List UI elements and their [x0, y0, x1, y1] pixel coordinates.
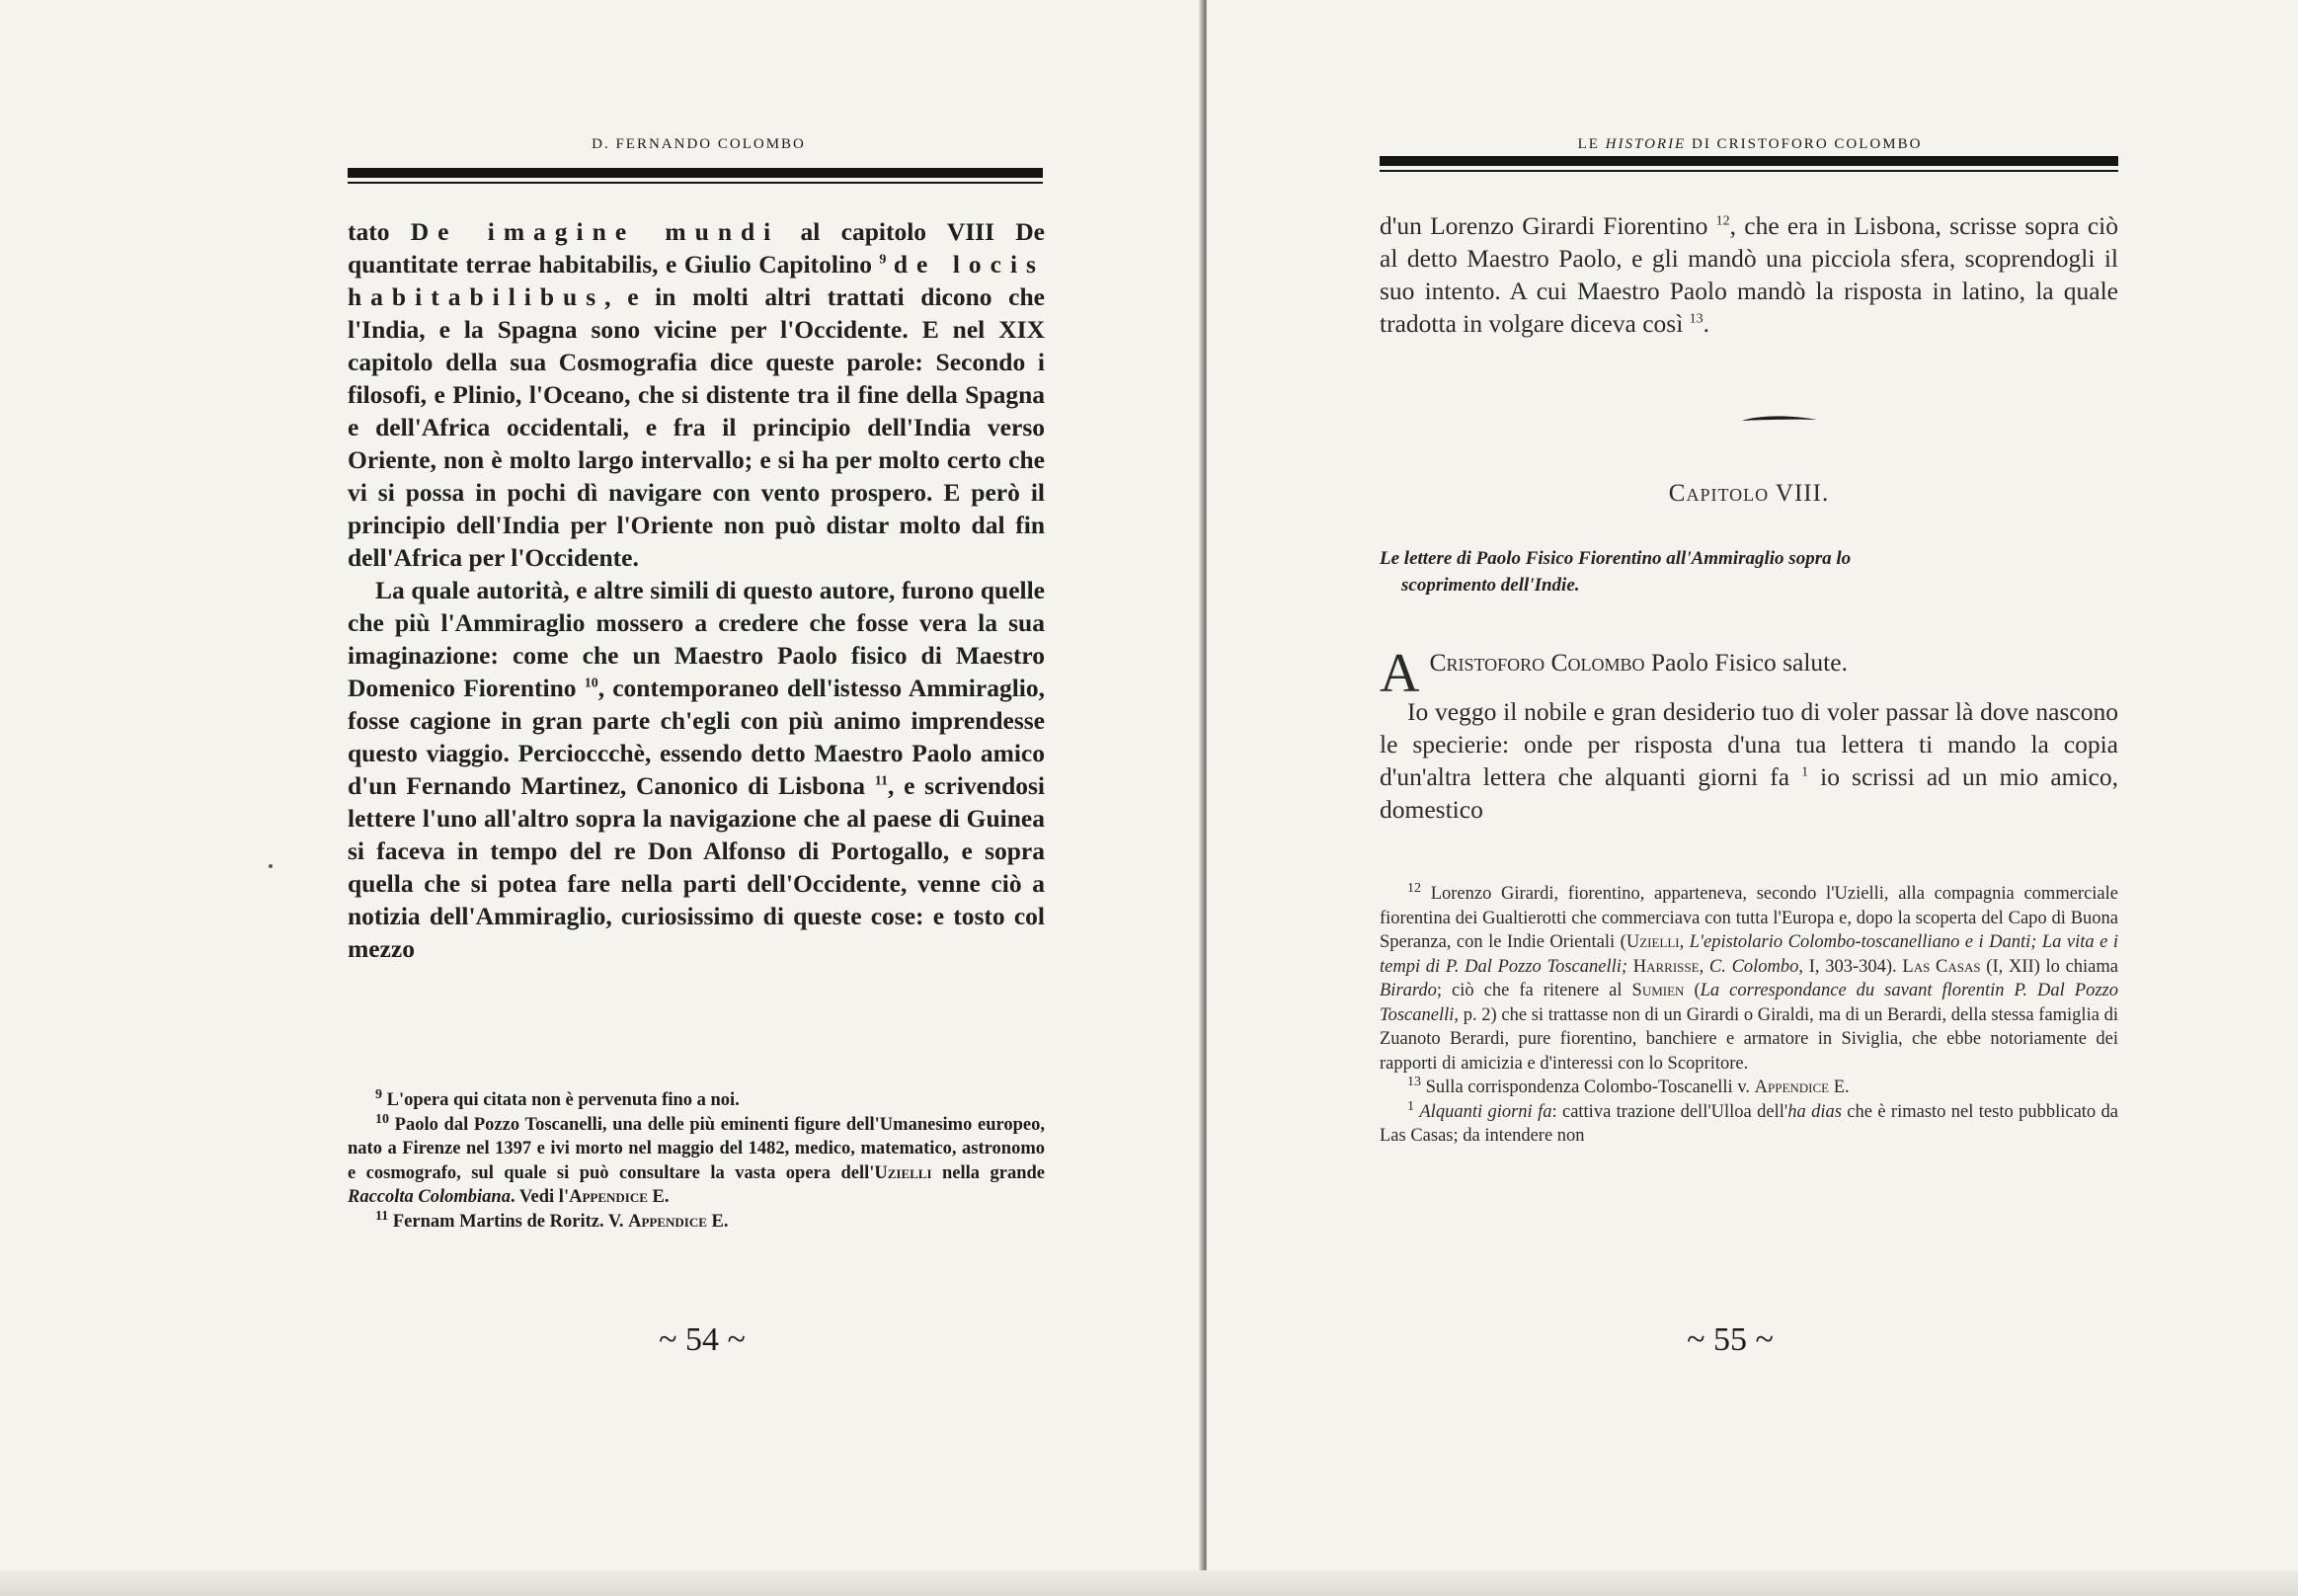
note-reference: 13 [1407, 1074, 1421, 1089]
footnote-13 [1380, 1076, 2118, 1100]
drop-cap: A [1380, 643, 1420, 704]
text-run: . Vedi l' [510, 1187, 570, 1207]
chapter-summary-line: scoprimento dell'Indie. [1401, 575, 1580, 596]
section-ornament-icon [1740, 411, 1819, 427]
footnote-1 [1380, 1100, 2118, 1149]
page-bottom-edge [0, 1570, 2298, 1596]
text-run: d'un Lorenzo Girardi Fiorentino [1380, 211, 1716, 240]
running-head-prefix: LE [1577, 136, 1606, 152]
small-caps-text: Harrisse [1632, 956, 1700, 977]
chapter-title: Capitolo VIII. [1668, 480, 1830, 507]
right-page [1207, 0, 2298, 1596]
note-reference: 1 [1407, 1098, 1414, 1114]
text-run: , e in molti altri trattati dicono che l'India, e la Spagna sono vicine per l'Occidente. E nel XIX capitolo della sua Cosmografia dice queste parole: Secondo i filosofi, e Plinio, l'Oceano, che si distente tra il fine della Spagna e dell'Africa occidentali, e fra il principio dell'India verso Oriente, non è molto largo intervallo; e si ha per molto certo che vi si possa in pochi dì navigare con vento prospero. E però il principio dell'India per l'Oriente non può distar molto dal fin dell'Africa per l'Occidente. [348, 282, 1045, 572]
text-run: , I, 303-304). [1798, 956, 1903, 977]
small-caps-text: Appendice [1754, 1077, 1830, 1097]
salutation-rest: Paolo Fisico salute. [1644, 648, 1848, 677]
text-run [886, 250, 893, 279]
running-head-suffix: DI CRISTOFORO COLOMBO [1686, 136, 1923, 152]
italic-text: L'epistolario Colombo-toscanelliano e i Danti; La vita e i tempi di P. Dal Pozzo Toscanelli; [1380, 932, 2118, 977]
body-text-left [348, 215, 1045, 965]
running-head-italic: HISTORIE [1605, 136, 1687, 152]
scan-speck [269, 864, 273, 868]
header-rule-thick-left [348, 168, 1043, 178]
page-number-right: ~ 55 ~ [1687, 1321, 1774, 1358]
letter-body [1380, 643, 2118, 826]
text-run: Io veggo il nobile e gran desiderio tuo di voler passar là dove nascono le specierie: onde per risposta d'una tua lettera ti mando la copia d'un'altra lettera che alquanti giorni fa [1380, 697, 2118, 791]
small-caps-text: Sumien [1631, 981, 1685, 1000]
running-head-left: D. FERNANDO COLOMBO [592, 136, 806, 152]
note-reference: 12 [1407, 880, 1421, 896]
note-reference: 11 [874, 773, 889, 789]
note-reference: 9 [375, 1086, 382, 1102]
text-run: , p. 2) che si trattasse non di un Girardi o Giraldi, ma di un Berardi, della stessa famiglia di Zuanoto Berardi, pure fiorentino, banchiere e armatore in Siviglia, che ebbe notoriamente dei rapporti di amicizia e d'interessi con lo Scopritore. [1380, 1004, 2118, 1074]
text-run: che è rimasto nel testo pubblicato da Las Casas; da intendere non [1380, 1101, 2118, 1146]
note-reference: 13 [1689, 311, 1704, 327]
text-run: nella grande [931, 1162, 1045, 1183]
paragraph [348, 574, 1045, 965]
footnote-9 [348, 1088, 1045, 1113]
body-text-right [1380, 209, 2118, 340]
chapter-summary-line: Le lettere di Paolo Fisico Fiorentino all'Ammiraglio sopra lo [1380, 548, 1852, 569]
spaced-title: De imagine mundi [410, 217, 780, 246]
header-rule-thick-right [1380, 156, 2118, 166]
footnotes-left [348, 1088, 1045, 1234]
italic-text: C. Colombo [1708, 956, 1799, 977]
footnote-12 [1380, 882, 2118, 1076]
text-run: Paolo dal Pozzo Toscanelli, una delle più eminenti figure dell'Umanesimo europeo, nato a Firenze nel 1397 e ivi morto nel maggio del 1482, medico, matematico, astronomo e cosmografo, sul quale si può consultare la vasta opera dell' [348, 1114, 1045, 1183]
footnote-11 [348, 1210, 1045, 1235]
note-reference: 1 [1801, 764, 1809, 780]
paragraph [1380, 695, 2118, 826]
header-rule-thin-right [1380, 170, 2118, 172]
italic-text: Raccolta Colombiana [348, 1187, 511, 1207]
salutation [1380, 643, 2118, 704]
text-run: ( [1684, 981, 1701, 1000]
italic-text: ha dias [1787, 1101, 1842, 1122]
text-run: , e scrivendosi lettere l'uno all'altro sopra la navigazione che al paese di Guinea si faceva in tempo del re Don Alfonso di Portogallo, e sopra quella che si potea fare nella parti dell'Occidente, venne ciò a notizia dell'Ammiraglio, curiosissimo di queste cose: e tosto col mezzo [348, 771, 1046, 963]
small-caps-text: Uzielli [874, 1162, 932, 1183]
text-run: Fernam Martins de Roritz. V. [388, 1211, 629, 1232]
small-caps-text: Appendice [569, 1187, 648, 1207]
text-run: io scrissi ad un mio amico, domestico [1380, 762, 2118, 824]
text-run: : cattiva trazione dell'Ulloa dell' [1551, 1101, 1788, 1122]
text-run: , che era in Lisbona, scrisse sopra ciò al detto Maestro Paolo, e gli mandò una picciola sfera, scoprendogli il suo intento. A cui Maestro Paolo mandò la risposta in latino, la quale tradotta in volgare diceva così [1380, 211, 2119, 338]
footnotes-right [1380, 882, 2118, 1149]
text-run: Sulla corrispondenza Colombo-Toscanelli v. [1421, 1077, 1755, 1097]
note-reference: 9 [879, 252, 887, 268]
note-reference: 10 [375, 1111, 389, 1127]
note-reference: 12 [1715, 213, 1730, 229]
small-caps-text: Uzielli [1625, 932, 1680, 952]
italic-text: Alquanti giorni fa [1419, 1101, 1552, 1122]
text-run: Lorenzo Girardi, fiorentino, apparteneva, secondo l'Uzielli, alla compagnia commerciale fiorentina dei Gualtierotti che commerciava con tutta l'Europa e, dopo la scoperta del Capo di Buona Speranza, con le Indie Orientali ( [1380, 884, 2118, 952]
text-run: tato [348, 217, 411, 246]
chapter-summary [1380, 545, 2110, 598]
small-caps-text: Appendice [628, 1211, 707, 1232]
text-run: , [1699, 956, 1709, 977]
footnote-10 [348, 1113, 1045, 1210]
italic-text: La correspondance du savant florentin P. Dal Pozzo Toscanelli [1380, 981, 2119, 1025]
text-run: . [1703, 309, 1710, 338]
text-run: ; ciò che fa ritenere al [1436, 981, 1632, 1000]
paragraph [348, 215, 1045, 574]
salutation-name: Cristoforo Colombo [1429, 648, 1645, 677]
italic-text: Birardo [1380, 981, 1437, 1000]
text-run: , [1679, 932, 1690, 952]
text-run: al capitolo VIII De quantitate terrae habitabilis, e Giulio Capitolino [348, 217, 1045, 279]
text-run: (I, XII) lo chiama [1980, 956, 2118, 977]
small-caps-text: Las Casas [1902, 956, 1981, 977]
note-reference: 10 [584, 676, 598, 691]
header-rule-thin-left [348, 182, 1043, 184]
text-run: L'opera qui citata non è pervenuta fino a noi. [382, 1090, 740, 1110]
spaced-title: de locis habitabilibus [348, 250, 1045, 311]
text-run: E. [647, 1187, 670, 1207]
paragraph [1380, 209, 2118, 340]
note-reference: 11 [375, 1208, 389, 1224]
text-run: La quale autorità, e altre simili di questo autore, furono quelle che più l'Ammiraglio mossero a credere che fosse vera la sua imaginazione: come che un Maestro Paolo fisico di Maestro Domenico Fiorentino [348, 576, 1045, 702]
running-head-right [1385, 136, 2115, 153]
text-run: , contemporaneo dell'istesso Ammiraglio, fosse cagione in gran parte ch'egli con più animo imprendesse questo viaggio. Percioccchè, essendo detto Maestro Paolo amico d'un Fernando Martinez, Canonico di Lisbona [348, 674, 1045, 800]
text-run: E. [1829, 1077, 1850, 1097]
text-run: E. [706, 1211, 729, 1232]
page-number-left: ~ 54 ~ [659, 1321, 746, 1358]
